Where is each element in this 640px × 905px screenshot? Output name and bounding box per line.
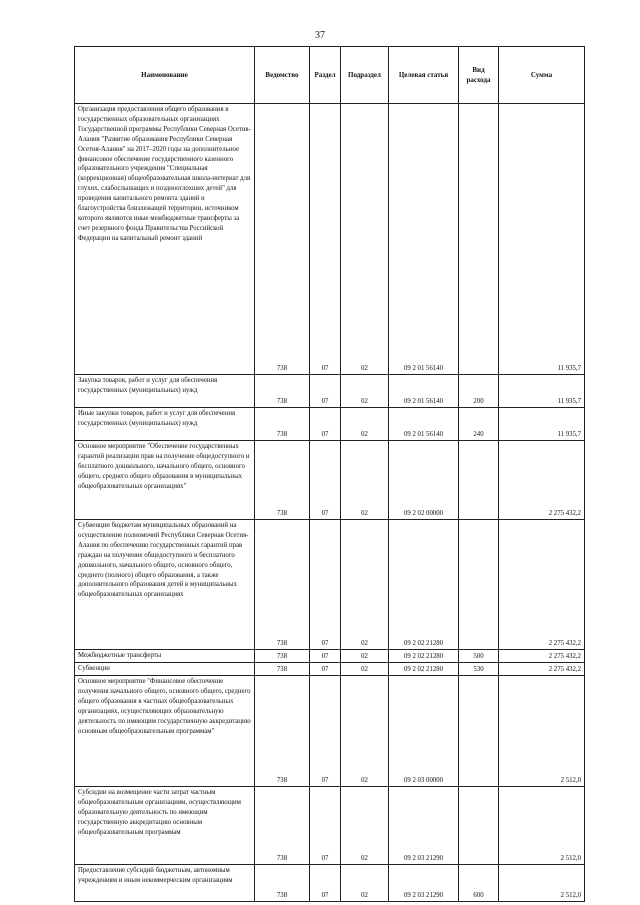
header-article: Целевая статья [389, 47, 459, 104]
table-row [75, 408, 585, 441]
row-expense-type: 200 [459, 375, 499, 408]
row-name: Основное мероприятие "Финансовое обеспечение получения начального общего, основного общего, среднего общего образования в частных общеобразовательных организациях, осуществляющих образовательную деятельность по имеющим государственную аккредитацию основным общеобразовательным программам" [75, 676, 255, 787]
row-expense-type: 500 [459, 650, 499, 663]
row-name: Закупка товаров, работ и услуг для обеспечения государственных (муниципальных) нужд [75, 375, 255, 408]
header-dept: Ведомство [255, 47, 310, 104]
row-section: 07 [310, 408, 341, 441]
row-amount: 11 935,7 [499, 408, 585, 441]
row-section: 07 [310, 104, 341, 375]
row-amount: 2 275 432,2 [499, 663, 585, 676]
row-expense-type: 600 [459, 865, 499, 902]
row-name: Субсидии на возмещение части затрат частным общеобразовательным организациям, осуществляющим образовательную деятельность по имеющим государственную аккредитацию основным общеобразовательным программам [75, 787, 255, 865]
row-expense-type [459, 520, 499, 650]
row-dept: 738 [255, 663, 310, 676]
header-expense-type: Вид расхода [459, 47, 499, 104]
row-subsection: 02 [341, 375, 389, 408]
row-amount: 2 275 432,2 [499, 650, 585, 663]
row-subsection: 02 [341, 676, 389, 787]
row-dept: 738 [255, 408, 310, 441]
row-name: Организация предоставления общего образования в государственных образовательных организациях Государственной программы Республики Северная Осетия-Алания "Развитие образования Республики Северная Осетия-Алания" на 2017–2020 годы на дополнительное финансовое обеспечение государственного казенного образовательного учреждения "Специальная (коррекционная) общеобразовательная школа-интернат для глухих, слабослышащих и позднооглохших детей" для проведения капитального ремонта зданий и благоустройства близлежащей территории, источником которого являются иные межбюджетные трансферты за счет резервного фонда Правительства Российской Федерации на капитальный ремонт зданий [75, 104, 255, 375]
header-name: Наименование [75, 47, 255, 104]
row-section: 07 [310, 520, 341, 650]
row-amount: 2 512,0 [499, 865, 585, 902]
row-subsection: 02 [341, 104, 389, 375]
row-section: 07 [310, 375, 341, 408]
table-row [75, 865, 585, 902]
row-section: 07 [310, 650, 341, 663]
row-name: Иные закупки товаров, работ и услуг для обеспечения государственных (муниципальных) нужд [75, 408, 255, 441]
row-article: 09 2 03 21290 [389, 787, 459, 865]
row-article: 09 2 01 56140 [389, 104, 459, 375]
row-subsection: 02 [341, 441, 389, 520]
row-dept: 738 [255, 676, 310, 787]
row-expense-type [459, 104, 499, 375]
row-name: Субвенции бюджетам муниципальных образований на осуществление полномочий Республики Северная Осетия-Алания по обеспечению государственных гарантий прав граждан на получение общедоступного и бесплатного дошкольного, начального общего, основного общего, среднего (полного) общего образования, а также дополнительного образования детей в муниципальных общеобразовательных организациях [75, 520, 255, 650]
row-article: 09 2 02 21280 [389, 650, 459, 663]
row-name: Межбюджетные трансферты [75, 650, 255, 663]
table-row [75, 663, 585, 676]
row-article: 09 2 01 56140 [389, 375, 459, 408]
row-dept: 738 [255, 520, 310, 650]
row-dept: 738 [255, 650, 310, 663]
row-expense-type [459, 441, 499, 520]
header-section: Раздел [310, 47, 341, 104]
row-name: Основное мероприятие "Обеспечение государственных гарантий реализации прав на получение общедоступного и бесплатного дошкольного, начального общего, основного общего, среднего общего образования в муниципальных общеобразовательных организациях" [75, 441, 255, 520]
header-subsection: Подраздел [341, 47, 389, 104]
table-row [75, 650, 585, 663]
row-amount: 2 275 432,2 [499, 520, 585, 650]
row-subsection: 02 [341, 408, 389, 441]
row-dept: 738 [255, 787, 310, 865]
row-dept: 738 [255, 865, 310, 902]
table-row [75, 104, 585, 375]
row-dept: 738 [255, 104, 310, 375]
row-section: 07 [310, 676, 341, 787]
row-subsection: 02 [341, 663, 389, 676]
row-amount: 2 275 432,2 [499, 441, 585, 520]
header-amount: Сумма [499, 47, 585, 104]
row-expense-type: 530 [459, 663, 499, 676]
table-row [75, 520, 585, 650]
row-section: 07 [310, 865, 341, 902]
row-expense-type: 240 [459, 408, 499, 441]
table-row [75, 375, 585, 408]
page-number: 37 [315, 30, 325, 41]
row-article: 09 2 01 56140 [389, 408, 459, 441]
row-article: 09 2 03 00000 [389, 676, 459, 787]
row-dept: 738 [255, 375, 310, 408]
row-amount: 2 512,0 [499, 676, 585, 787]
row-article: 09 2 03 21290 [389, 865, 459, 902]
row-amount: 11 935,7 [499, 375, 585, 408]
row-article: 09 2 02 21280 [389, 663, 459, 676]
row-article: 09 2 02 00000 [389, 441, 459, 520]
row-expense-type [459, 676, 499, 787]
header-row [75, 47, 585, 104]
row-dept: 738 [255, 441, 310, 520]
row-amount: 2 512,0 [499, 787, 585, 865]
row-name: Предоставление субсидий бюджетным, автономным учреждениям и иным некоммерческим организациям [75, 865, 255, 902]
row-name: Субвенции [75, 663, 255, 676]
row-subsection: 02 [341, 865, 389, 902]
row-article: 09 2 02 21280 [389, 520, 459, 650]
budget-table [74, 46, 585, 902]
table-row [75, 676, 585, 787]
row-section: 07 [310, 663, 341, 676]
row-section: 07 [310, 441, 341, 520]
row-subsection: 02 [341, 787, 389, 865]
table-row [75, 441, 585, 520]
row-subsection: 02 [341, 650, 389, 663]
row-section: 07 [310, 787, 341, 865]
row-amount: 11 935,7 [499, 104, 585, 375]
row-subsection: 02 [341, 520, 389, 650]
row-expense-type [459, 787, 499, 865]
table-row [75, 787, 585, 865]
